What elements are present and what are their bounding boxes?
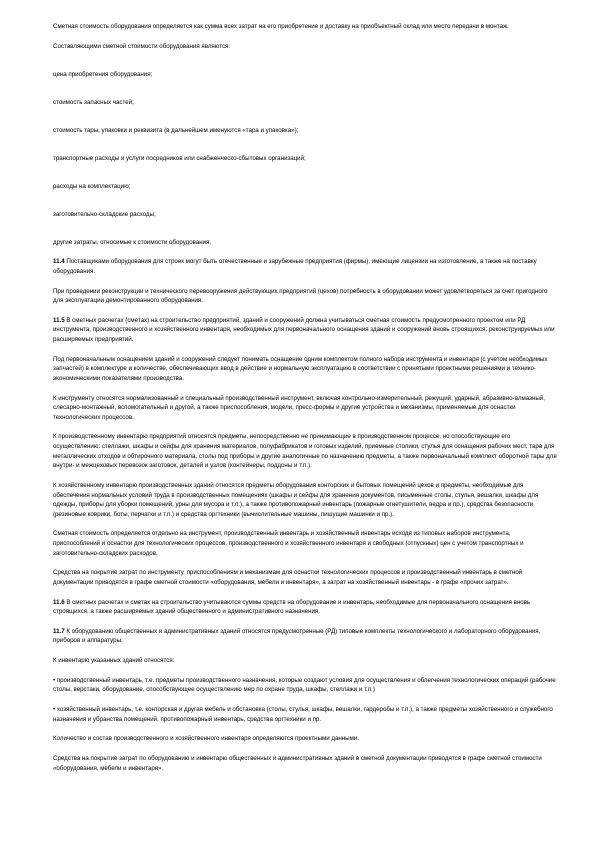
list-item: стоимость запасных частей;: [53, 98, 134, 106]
bullet-item: • хозяйственный инвентарь, т.е. конторская и другая мебель и обстановка (столы, стулья, шкафы, вешалки, гардеробы и т.п.), а также предметы хозяйственного и служебного назначения и убранства помещений, противопожарный инвентарь, средства оргтехники и пр.: [53, 706, 553, 723]
paragraph: К хозяйственному инвентарю производственных зданий относятся предметы оборудования конторских и бытовых помещений цехов и предметы, необходимые для обеспечения нормальных условий труда в производственных помещениях (шкафы и сейфы для хранения документов, письменные столы, стулья, вешалки, шкафы для одежды, приборы для уборки помещений, урны для мусора и т.п.), а также противопожарный инвентарь (пожарные огнетушители, ведра и пр.), средства безопасности (резиновые коврики, боты, перчатки и т.п.) и средства оргтехники (вычислительные машины, пишущие машинки и пр.).: [53, 481, 539, 518]
paragraph: К производственному инвентарю предприятий относятся предметы, непосредственно не принимающие в производственном процессе, но способствующие его осуществлению: стеллажи, шкафы и сейфы для хранения материалов, полуфабрикатов и готовых изделий, приемные столики, стулья для оснащения рабочих мест, тара для металлических отходов и обтирочного материала, столы под приборы и другие аналогичные по назначению предметы, а также первоначальный комплект оборотной тары для внутри- и межцеховых перевозок заготовок, деталей и узлов (контейнеры, поддоны и т.п.).: [53, 433, 557, 470]
list-item: расходы на комплектацию;: [53, 182, 131, 190]
paragraph: Сметная стоимость определяется отдельно на инструмент, производственный инвентарь и хозяйственный инвентарь исходя из типовых наборов инструмента, приспособлений и оснастки для технологических процессов, производственного и хозяйственного инвентаря и свободных (отпускных) цен с учетом транспортных и заготовительно-складских расходов.: [53, 530, 524, 557]
paragraph: Средства на покрытие затрат по оборудованию и инвентарю общественных и административных зданий в сметной документации приводятся в графе сметной стоимости «оборудования, мебели и инвентаря».: [53, 755, 542, 772]
document-body: [53, 22, 559, 773]
paragraph: Количество и состав производственного и хозяйственного инвентаря определяются проектными данными.: [53, 735, 359, 743]
clause-number: 11.6: [53, 598, 65, 606]
clause-number: 11.5: [53, 316, 65, 324]
section-11-6: 11.6 В сметных расчетах и сметах на строительство учитываются суммы средств на оборудование и инвентарь, необходимые для первоначального оснащения вновь строящихся, а также расширяемых зданий общественного и административного назначения.: [53, 598, 531, 616]
list-item: заготовительно-складские расходы;: [53, 210, 156, 218]
paragraph: К инвентарю указанных зданий относятся:: [53, 657, 175, 665]
list-item: стоимость тары, упаковки и реквизита (в дальнейшем именуются «тара и упаковка»);: [53, 126, 299, 134]
paragraph: Средства на покрытие затрат по инструменту, приспособлениям и механизмам для оснастки технологических процессов и производственный инвентарь в сметной документации приводятся в графе сметной стоимости «оборудования, мебели и инвентаря», а затрат на хозяйственный инвентарь - в графе «прочих затрат».: [53, 569, 523, 586]
paragraph: К инструменту относятся нормализованный и специальный производственный инструмент, включая контрольно-измерительный, режущий, ударный, абразивно-алмазный, слесарно-монтажный, вспомогательный и другой, а также приспособления, модели, пресс-формы и другие устройства и механизмы, применяемые для оснастки технологических процессов.: [53, 394, 545, 421]
clause-number: 11.4: [53, 258, 65, 266]
paragraph: При проведении реконструкции и технического перевооружения действующих предприятий (цехов) потребность в оборудовании может удовлетворяться за счет пригодного для эксплуатации демонтированного оборудования.: [53, 287, 548, 305]
paragraph: Под первоначальным оснащением зданий и сооружений следует понимать оснащение одним комплектом полного набора инструмента и инвентаря (с учетом необходимых запчастей) в комплектуре и количестве, обеспечивающих ввод в действие и нормальную эксплуатацию в соответствии с принятыми проектными решениями и технико-экономическими показателями производства.: [53, 355, 548, 382]
list-item: транспортные расходы и услуги посредников или снабженческо-сбытовых организаций;: [53, 154, 306, 162]
list-item: другие затраты, относимые к стоимости оборудования.: [53, 238, 212, 246]
paragraph: Сметная стоимость оборудования определяется как сумма всех затрат на его приобретение и доставку на приобъектный склад или место передачи в монтаж.: [53, 23, 509, 30]
section-11-5: 11.5 В сметных расчетах (сметах) на строительство предприятий, зданий и сооружений должна учитываться сметная стоимость предусмотренного проектом или РД инструмента, производственного и хозяйственного инвентаря, необходимых для первоначального оснащения зданий и сооружений вновь строящихся, реконструируемых или расширяемых предприятий.: [53, 316, 555, 344]
paragraph: Составляющими сметной стоимости оборудования являются:: [53, 42, 231, 50]
bullet-item: • производственный инвентарь, т.е. предметы производственного назначения, которые создают условия для осуществления и облегчения технологических операций (рабочие столы, верстаки, оборудование, способствующее осуществлению мер по охране труда, шкафы, стеллажи и т.п.): [53, 676, 556, 694]
section-11-4: 11.4 Поставщиками оборудования для строек могут быть отечественные и зарубежные предприятия (фирмы), имеющие лицензии на изготовление, а также на поставку оборудования.: [53, 258, 537, 275]
section-11-7: 11.7 К оборудованию общественных и административных зданий относятся предусмотренные (РД) типовые комплекты технологического и лабораторного оборудования, приборов и аппаратуры.: [53, 627, 541, 645]
clause-number: 11.7: [53, 627, 65, 635]
list-item: цена приобретения оборудования;: [53, 70, 153, 78]
